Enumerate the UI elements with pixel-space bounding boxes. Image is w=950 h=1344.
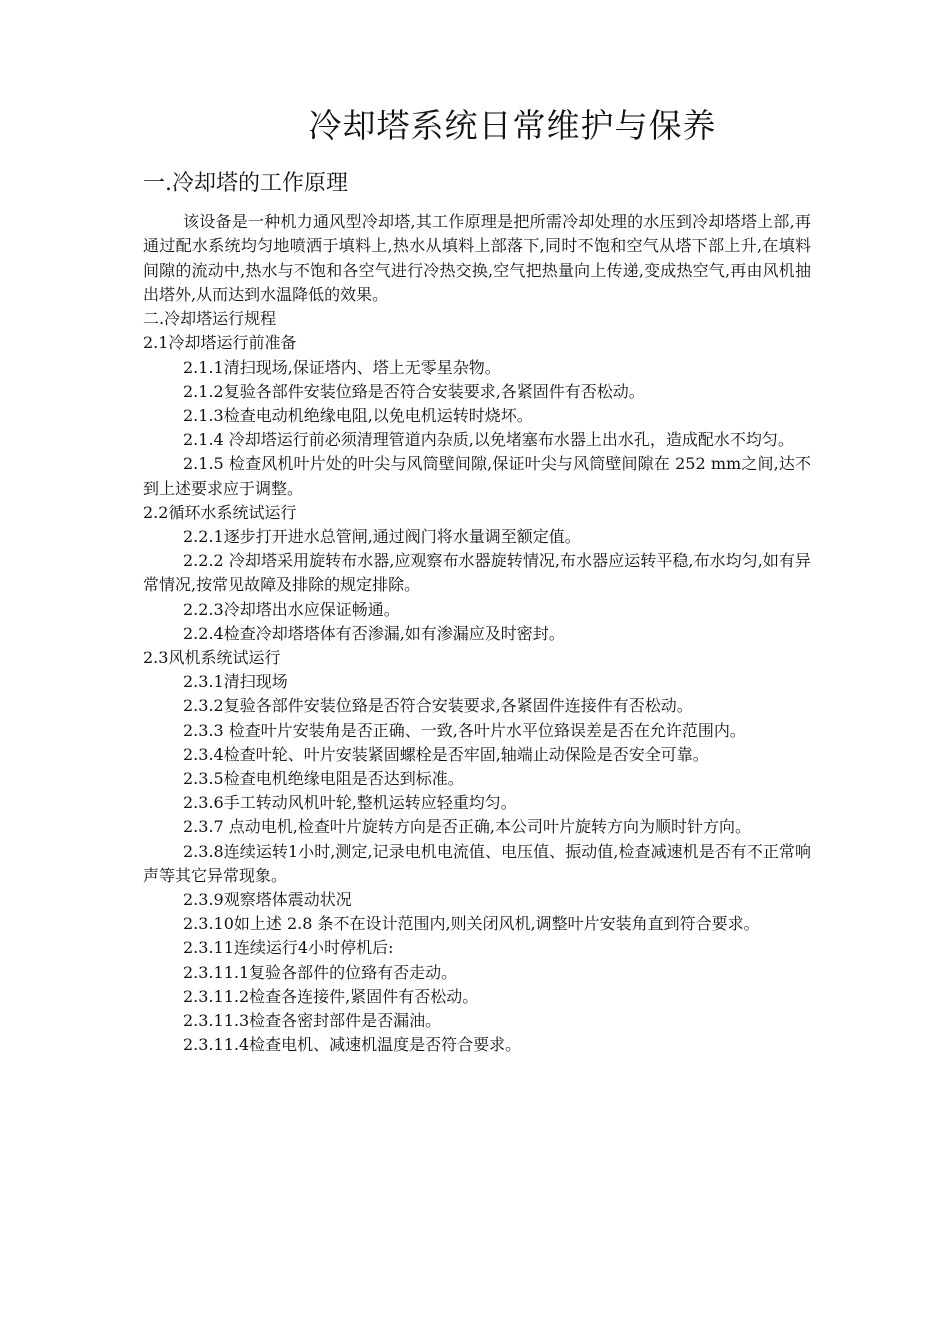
list-item: 2.3.1清扫现场: [183, 672, 288, 692]
section-2-2-heading: 2.2循环水系统试运行: [143, 502, 297, 522]
list-item: 2.3.8连续运转1小时,测定,记录电机电流值、电压值、振动值,检查减速机是否有不正常响声等其它异常现象。: [143, 841, 811, 885]
list-item: 2.3.5检查电机绝缘电阻是否达到标准。: [183, 769, 464, 789]
list-item: 2.1.1清扫现场,保证塔内、塔上无零星杂物。: [183, 357, 501, 377]
list-item: 2.2.2 冷却塔采用旋转布水器,应观察布水器旋转情况,布水器应运转平稳,布水均匀,如有异常情况,按常见故障及排除的规定排除。: [143, 551, 811, 595]
list-item: 2.3.11.2检查各连接件,紧固件有否松动。: [183, 986, 479, 1006]
section-2-3-heading: 2.3风机系统试运行: [143, 648, 281, 668]
list-item: 2.3.3 检查叶片安装角是否正确、一致,各叶片水平位臵误差是否在允许范围内。: [183, 720, 746, 740]
section2-heading: 二.冷却塔运行规程: [143, 309, 277, 329]
list-item: 2.3.2复验各部件安装位臵是否符合安装要求,各紧固件连接件有否松动。: [183, 696, 693, 716]
list-item: 2.3.11连续运行4小时停机后:: [183, 938, 394, 958]
section1-heading: 一.冷却塔的工作原理: [143, 171, 348, 196]
list-item: 2.3.11.1复验各部件的位臵有否走动。: [183, 962, 458, 982]
section1-paragraph: 该设备是一种机力通风型冷却塔,其工作原理是把所需冷却处理的水压到冷却塔塔上部,再通过配水系统均匀地喷洒于填料上,热水从填料上部落下,同时不饱和空气从塔下部上升,在填料间隙的流动中,热水与不饱和各空气进行冷热交换,空气把热量向上传递,变成热空气,再由风机抽出塔外,从而达到水温降低的效果。: [143, 212, 811, 304]
list-item: 2.3.10如上述 2.8 条不在设计范围内,则关闭风机,调整叶片安装角直到符合要求。: [183, 914, 760, 934]
list-item: 2.3.4检查叶轮、叶片安装紧固螺栓是否牢固,轴端止动保险是否安全可靠。: [183, 744, 709, 764]
document-title: 冷却塔系统日常维护与保养: [308, 106, 717, 145]
list-item: 2.2.1逐步打开进水总管闸,通过阀门将水量调至额定值。: [183, 527, 581, 547]
list-item: 2.2.4检查冷却塔塔体有否渗漏,如有渗漏应及时密封。: [183, 623, 565, 643]
list-item: 2.3.11.4检查电机、减速机温度是否符合要求。: [183, 1035, 522, 1055]
list-item: 2.3.11.3检查各密封部件是否漏油。: [183, 1011, 442, 1031]
list-item: 2.3.9观察塔体震动状况: [183, 890, 352, 910]
list-item: 2.1.4 冷却塔运行前必须清理管道内杂质,以免堵塞布水器上出水孔，造成配水不均匀。: [183, 430, 794, 450]
list-item: 2.1.2复验各部件安装位臵是否符合安装要求,各紧固件有否松动。: [183, 381, 645, 401]
section-2-1-heading: 2.1冷却塔运行前准备: [143, 333, 297, 353]
list-item: 2.1.3检查电动机绝缘电阻,以免电机运转时烧坏。: [183, 406, 533, 425]
list-item: 2.3.6手工转动风机叶轮,整机运转应轻重均匀。: [183, 793, 517, 813]
list-item: 2.1.5 检查风机叶片处的叶尖与风筒壁间隙,保证叶尖与风筒壁间隙在 252 mm之间,达不到上述要求应于调整。: [143, 454, 811, 498]
list-item: 2.2.3冷却塔出水应保证畅通。: [183, 599, 400, 619]
document-body: [143, 168, 811, 1057]
list-item: 2.3.7 点动电机,检查叶片旋转方向是否正确,本公司叶片旋转方向为顺时针方向。: [183, 817, 751, 837]
